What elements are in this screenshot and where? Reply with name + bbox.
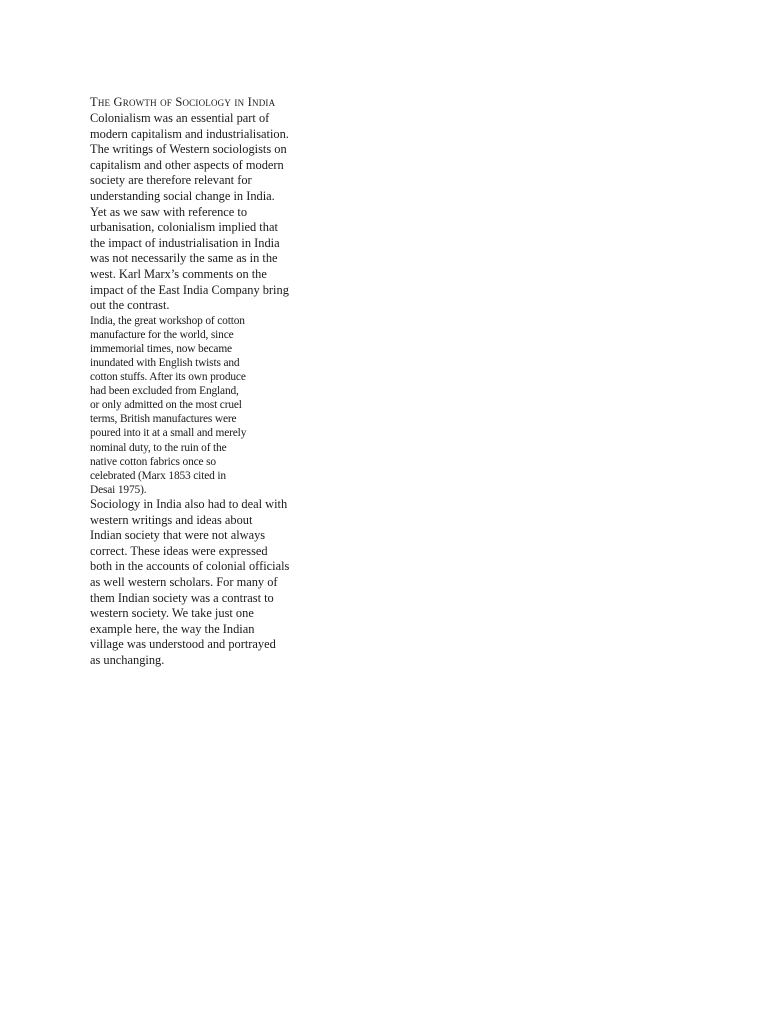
section-heading: The Growth of Sociology in India <box>90 95 276 109</box>
text-line: correct. These ideas were expressed <box>90 543 268 558</box>
quote-line: India, the great workshop of cotton <box>90 314 245 327</box>
text-line: west. Karl Marx’s comments on the <box>90 266 267 281</box>
quote-line: or only admitted on the most cruel <box>90 399 242 412</box>
quote-line: cotton stuffs. After its own produce <box>90 371 246 384</box>
text-line: society are therefore relevant for <box>90 173 252 188</box>
text-line: them Indian society was a contrast to <box>90 590 274 605</box>
quote-line: inundated with English twists and <box>90 357 240 369</box>
paragraph-1 <box>90 111 320 314</box>
quote-line: immemorial times, now became <box>90 342 232 355</box>
text-line: understanding social change in India. <box>90 188 275 203</box>
quote-line: terms, British manufactures were <box>90 413 237 426</box>
quote-line: celebrated (Marx 1853 cited in <box>90 469 226 482</box>
text-line: western society. We take just one <box>90 606 254 621</box>
text-line: Colonialism was an essential part of <box>90 111 270 125</box>
quote-line: had been excluded from England, <box>90 385 239 398</box>
quote-line: nominal duty, to the ruin of the <box>90 441 227 454</box>
text-line: Yet as we saw with reference to <box>90 204 248 219</box>
paragraph-2 <box>90 497 320 669</box>
text-line: urbanisation, colonialism implied that <box>90 220 278 235</box>
text-line: Sociology in India also had to deal with <box>90 496 288 511</box>
text-line: out the contrast. <box>90 298 170 313</box>
text-column <box>90 94 320 668</box>
quote-line: poured into it at a small and merely <box>90 427 247 440</box>
text-line: capitalism and other aspects of modern <box>90 157 284 172</box>
text-line: The writings of Western sociologists on <box>90 142 287 157</box>
text-line: example here, the way the Indian <box>90 621 255 636</box>
text-line: modern capitalism and industrialisation. <box>90 126 289 141</box>
quote-line: native cotton fabrics once so <box>90 455 216 468</box>
text-line: was not necessarily the same as in the <box>90 251 278 266</box>
text-line: both in the accounts of colonial officials <box>90 559 290 574</box>
text-line: village was understood and portrayed <box>90 637 276 652</box>
text-line: as unchanging. <box>90 652 165 667</box>
text-line: as well western scholars. For many of <box>90 574 278 589</box>
text-line: impact of the East India Company bring <box>90 282 289 297</box>
quote-line: manufacture for the world, since <box>90 328 234 341</box>
quote-line: Desai 1975). <box>90 483 147 496</box>
block-quote <box>90 314 320 497</box>
text-line: Indian society that were not always <box>90 528 266 543</box>
text-line: the impact of industrialisation in India <box>90 235 280 250</box>
text-line: western writings and ideas about <box>90 512 253 527</box>
